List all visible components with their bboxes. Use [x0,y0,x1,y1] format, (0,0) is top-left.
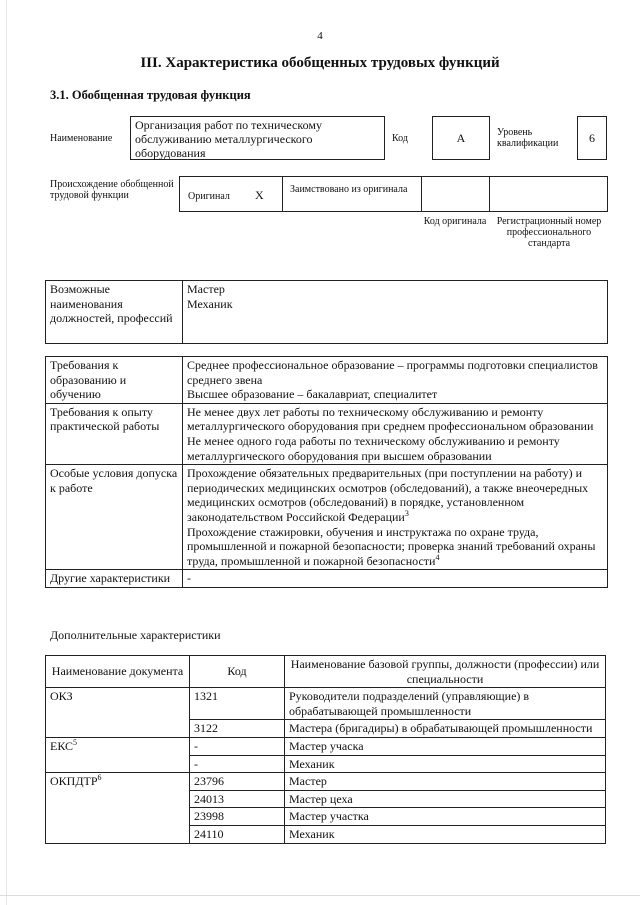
name-cell: Мастер [285,773,606,791]
position-item: Механик [187,296,233,311]
name-cell: Мастера (бригадиры) в обрабатывающей промышленности [285,720,606,738]
req-line: Не менее одного года работы по техническому обслуживанию и ремонту металлургического оборудования при высшем образовании [187,433,560,463]
doc-cell [46,737,190,772]
section-title: III. Характеристика обобщенных трудовых функций [140,55,500,71]
req-line: Не менее двух лет работы по техническому обслуживанию и ремонту металлургического оборудования при среднем профессиональном образовании [187,404,594,434]
page-edge-left [6,0,7,905]
name-cell: Руководители подразделений (управляющие) в обрабатывающей промышленности [285,688,606,720]
req-line-text: Прохождение обязательных предварительных (при поступлении на работу) и периодических медицинских осмотров (обследований), а также внеочередных медицинских осмотров (обследований) в порядке, установленном законодательством Российской Федерации [187,466,589,524]
req-line [187,466,603,524]
table-row [46,403,608,464]
table-row [46,737,606,755]
col-header-name: Наименование базовой группы, должности (профессии) или специальности [285,656,606,688]
name-cell: Механик [285,825,606,843]
code-original-caption: Код оригинала [423,216,487,227]
table-row [46,688,606,720]
req-value [183,403,608,464]
code-cell: 24013 [190,790,285,808]
code-box [432,116,490,160]
borrowed-label: Заимствовано из оригинала [290,184,408,195]
req-value [183,357,608,404]
code-cell: - [190,737,285,755]
origin-label: Происхождение обобщенной трудовой функции [50,179,174,201]
origin-divider-3 [489,176,490,212]
code-value: А [456,131,466,145]
req-value [183,465,608,570]
original-label: Оригинал [188,191,230,202]
req-label: Особые условия допуска к работе [46,465,183,570]
gtf-name-value: Организация работ по техническому обслуживанию металлургического оборудования [135,118,322,160]
code-cell: - [190,755,285,773]
name-cell: Механик [285,755,606,773]
level-value: 6 [589,131,595,145]
doc-text: ЕКС [50,738,74,753]
req-line: Высшее образование – бакалавриат, специалитет [187,387,438,402]
footnote-ref: 4 [435,552,440,562]
col-header-code: Код [190,656,285,688]
positions-table [45,280,608,344]
doc-cell: ОКЗ [46,688,190,738]
code-cell: 24110 [190,825,285,843]
requirements-table [45,356,608,588]
req-line [187,525,603,569]
origin-divider-1 [282,176,283,212]
level-label: Уровень квалификации [497,127,559,149]
code-cell: 23998 [190,808,285,826]
name-label: Наименование [50,133,113,144]
req-label: Другие характеристики [46,570,183,588]
doc-text: ОКПДТР [50,774,98,789]
doc-cell [46,773,190,843]
table-row [46,357,608,404]
subsection-title: 3.1. Обобщенная трудовая функция [50,88,251,102]
level-box [577,116,607,160]
name-cell: Мастер цеха [285,790,606,808]
gtf-name-box [130,116,385,160]
req-label: Требования к образованию и обучению [46,357,183,404]
position-item: Мастер [187,282,225,296]
req-label: Требования к опыту практической работы [46,403,183,464]
code-cell: 3122 [190,720,285,738]
table-row [46,773,606,791]
req-line-text: Прохождение стажировки, обучения и инструктажа по охране труда, промышленной и пожарной безопасности; проверка знаний требований охраны труда, промышленной и пожарной безопасности [187,524,596,568]
req-line: Среднее профессиональное образование – программы подготовки специалистов среднего звена [187,358,598,387]
name-cell: Мастер участка [285,808,606,826]
footnote-ref: 5 [73,737,78,747]
page-edge-bottom [0,895,640,896]
original-mark: X [255,188,264,202]
positions-values [183,281,608,344]
table-row [46,570,608,588]
code-cell: 23796 [190,773,285,791]
table-row [46,465,608,570]
name-cell: Мастер учаска [285,737,606,755]
positions-label: Возможные наименования должностей, профессий [46,281,183,344]
table-header-row [46,656,606,688]
page-number: 4 [317,30,323,42]
footnote-ref: 6 [97,773,102,783]
code-cell: 1321 [190,688,285,720]
col-header-doc: Наименование документа [46,656,190,688]
code-label: Код [392,133,408,144]
additional-table [45,655,606,844]
reg-number-caption: Регистрационный номер профессионального стандарта [496,216,602,249]
footnote-ref: 3 [404,508,409,518]
req-value: - [183,570,608,588]
additional-title: Дополнительные характеристики [50,628,221,642]
origin-divider-2 [421,176,422,212]
